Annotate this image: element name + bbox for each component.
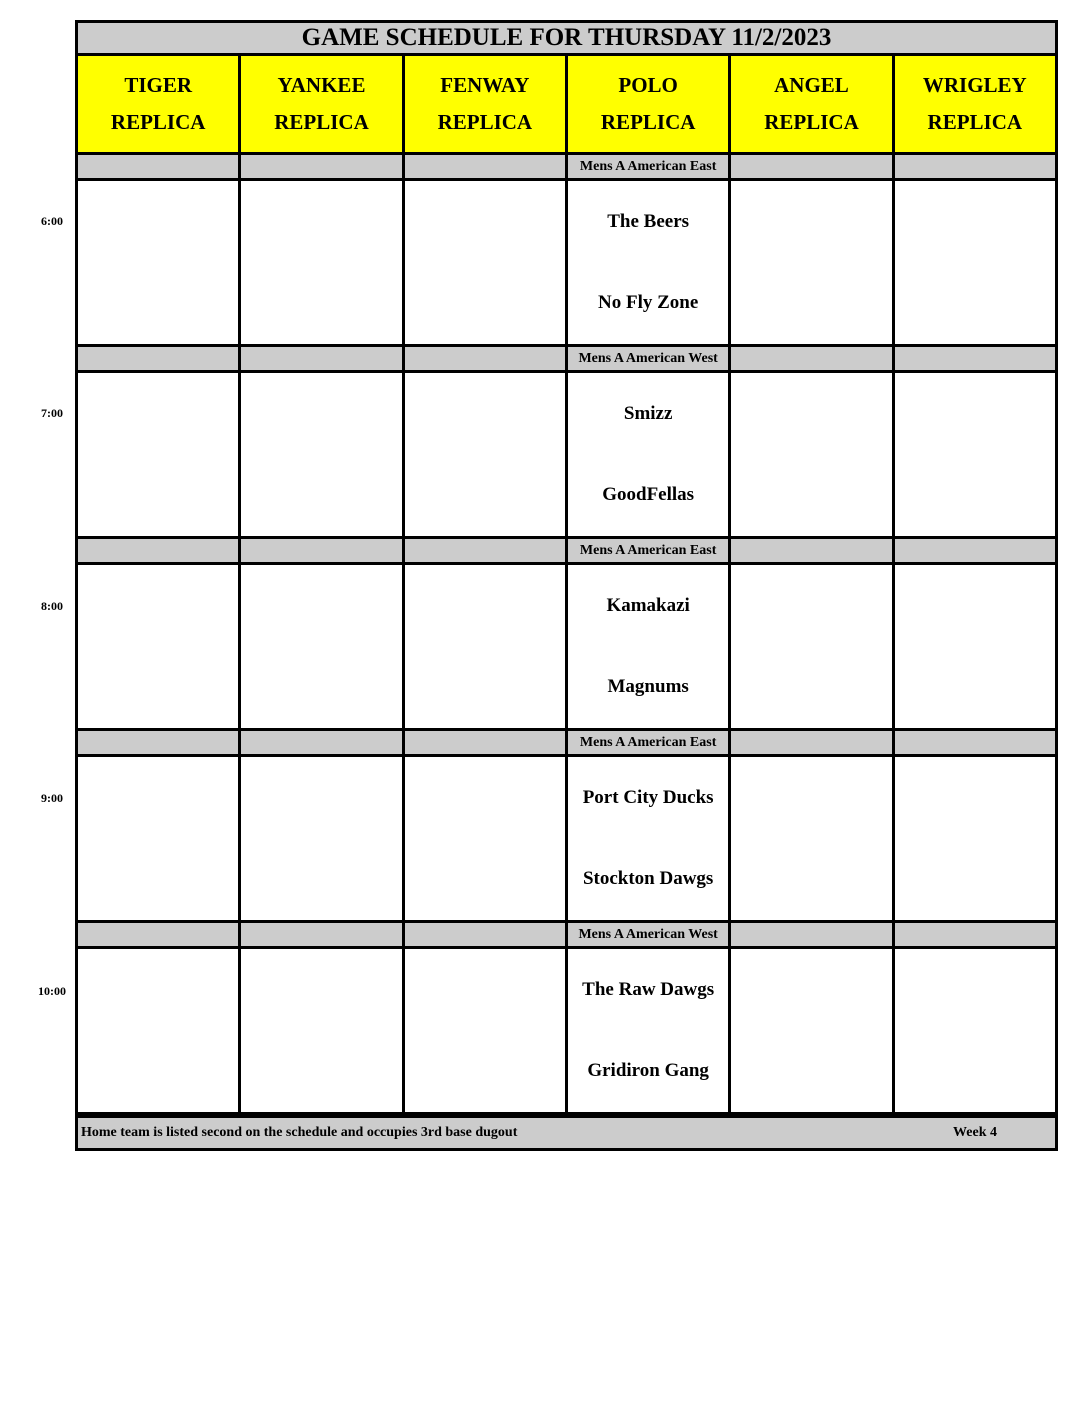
division-label: Mens A American West: [568, 347, 728, 370]
division-cell: [241, 731, 401, 754]
field-sub: REPLICA: [110, 110, 206, 134]
game-row: [75, 562, 1058, 731]
week-label: Week 4: [953, 1125, 997, 1140]
division-cell: [78, 155, 238, 178]
time-label: 7:00: [41, 406, 63, 420]
division-cell: [731, 539, 891, 562]
game-cell: [731, 757, 891, 920]
division-label: Mens A American East: [568, 539, 728, 562]
division-cell: [241, 923, 401, 946]
home-team: Stockton Dawgs: [582, 868, 714, 890]
game-cell: [241, 757, 401, 920]
away-team: Kamakazi: [606, 594, 690, 616]
field-header: [895, 56, 1055, 152]
division-cell: [405, 731, 565, 754]
home-team: Gridiron Gang: [587, 1060, 709, 1082]
game-cell: [568, 373, 728, 536]
game-cell: [405, 373, 565, 536]
field-name: POLO: [618, 73, 678, 97]
division-cell: [78, 539, 238, 562]
division-cell: [731, 731, 891, 754]
away-team: Port City Ducks: [582, 786, 714, 808]
division-label: Mens A American West: [568, 923, 728, 946]
field-name: FENWAY: [440, 73, 530, 97]
footer-note: Home team is listed second on the schedule and occupies 3rd base dugout: [81, 1125, 518, 1140]
field-name: ANGEL: [774, 73, 849, 97]
field-header-row: [75, 56, 1058, 155]
game-cell: [241, 565, 401, 728]
time-label: 8:00: [41, 599, 63, 613]
division-cell: [405, 923, 565, 946]
time-label: 9:00: [41, 791, 63, 805]
field-sub: REPLICA: [437, 110, 533, 134]
division-cell: [78, 923, 238, 946]
division-label: Mens A American East: [568, 155, 728, 178]
division-cell: [895, 731, 1055, 754]
home-team: No Fly Zone: [598, 292, 699, 314]
schedule-footer: [75, 1115, 1058, 1151]
division-cell: [895, 923, 1055, 946]
division-cell: [731, 347, 891, 370]
game-cell: [731, 181, 891, 344]
game-cell: [568, 565, 728, 728]
game-cell: [78, 757, 238, 920]
away-team: Smizz: [623, 402, 673, 424]
game-cell: [405, 757, 565, 920]
game-cell: [78, 373, 238, 536]
field-header: [405, 56, 565, 152]
game-cell: [895, 373, 1055, 536]
division-cell: [405, 347, 565, 370]
field-name: WRIGLEY: [922, 73, 1027, 97]
division-label: Mens A American East: [568, 731, 728, 754]
game-row: [75, 946, 1058, 1115]
division-cell: [405, 155, 565, 178]
game-cell: [241, 373, 401, 536]
field-name: TIGER: [124, 73, 192, 97]
field-header: [78, 56, 238, 152]
time-label: 6:00: [41, 214, 63, 228]
division-cell: [405, 539, 565, 562]
division-row: [75, 731, 1058, 754]
away-team: The Beers: [607, 210, 690, 232]
division-row: [75, 539, 1058, 562]
division-cell: [731, 923, 891, 946]
game-cell: [895, 565, 1055, 728]
game-cell: [405, 181, 565, 344]
game-cell: [568, 757, 728, 920]
time-label: 10:00: [38, 984, 66, 998]
field-sub: REPLICA: [274, 110, 369, 134]
game-cell: [895, 181, 1055, 344]
game-cell: [405, 949, 565, 1112]
field-sub: REPLICA: [764, 110, 859, 134]
game-cell: [731, 949, 891, 1112]
field-header: [731, 56, 891, 152]
division-cell: [731, 155, 891, 178]
home-team: Magnums: [607, 676, 689, 698]
field-sub: REPLICA: [927, 110, 1023, 134]
game-cell: [731, 565, 891, 728]
game-cell: [405, 565, 565, 728]
division-cell: [78, 347, 238, 370]
division-cell: [241, 347, 401, 370]
game-cell: [241, 949, 401, 1112]
game-cell: [568, 181, 728, 344]
game-row: [75, 178, 1058, 347]
game-cell: [241, 181, 401, 344]
home-team: GoodFellas: [602, 484, 695, 506]
division-cell: [895, 155, 1055, 178]
game-cell: [568, 949, 728, 1112]
game-row: [75, 370, 1058, 539]
away-team: The Raw Dawgs: [582, 978, 715, 1000]
game-cell: [78, 565, 238, 728]
field-sub: REPLICA: [600, 110, 696, 134]
division-cell: [241, 539, 401, 562]
division-row: [75, 155, 1058, 178]
game-cell: [78, 181, 238, 344]
field-header: [241, 56, 401, 152]
division-row: [75, 923, 1058, 946]
page-title: GAME SCHEDULE FOR THURSDAY 11/2/2023: [75, 20, 1058, 56]
field-header: [568, 56, 728, 152]
game-cell: [78, 949, 238, 1112]
game-row: [75, 754, 1058, 923]
division-cell: [895, 347, 1055, 370]
game-cell: [895, 949, 1055, 1112]
schedule-table: [75, 20, 1058, 1151]
field-name: YANKEE: [277, 73, 366, 97]
game-cell: [895, 757, 1055, 920]
division-row: [75, 347, 1058, 370]
division-cell: [241, 155, 401, 178]
division-cell: [78, 731, 238, 754]
division-cell: [895, 539, 1055, 562]
game-cell: [731, 373, 891, 536]
